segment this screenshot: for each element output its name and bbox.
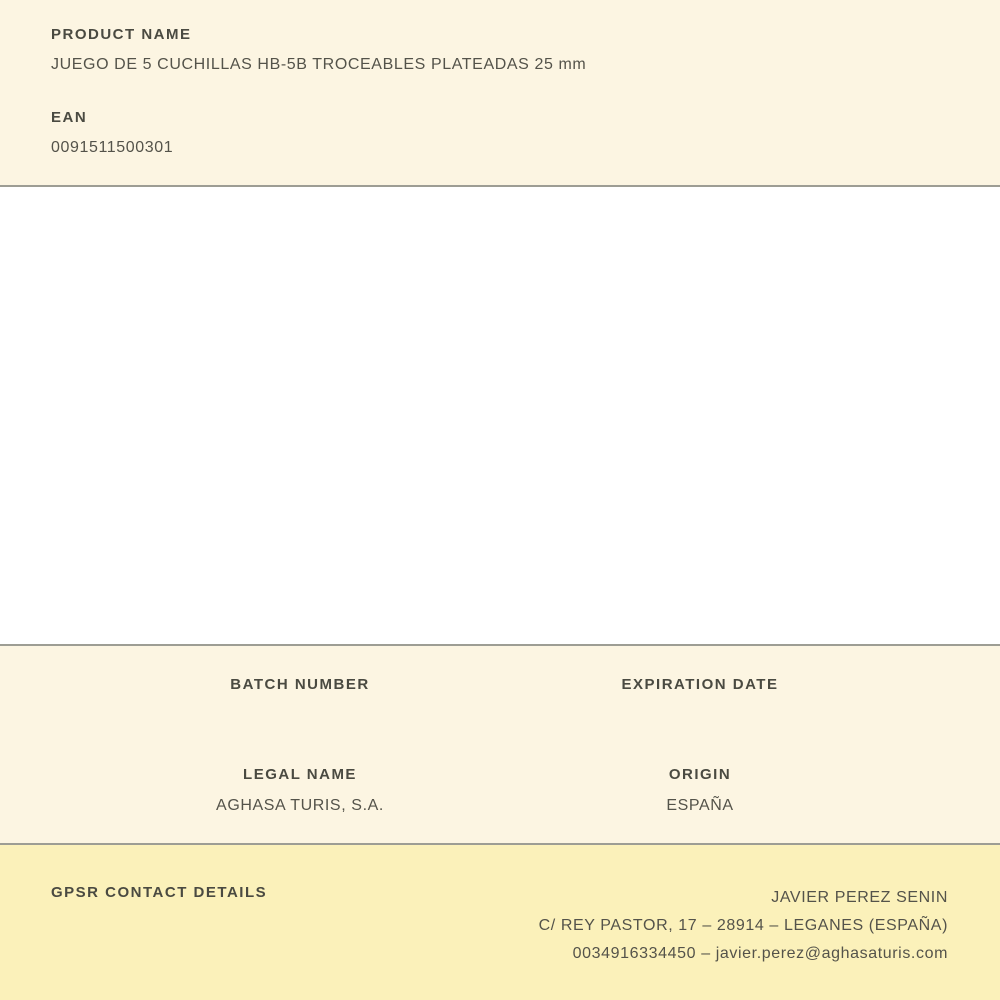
product-header-section (0, 0, 1000, 187)
expiration-date-field (500, 676, 900, 766)
legal-name-field (100, 766, 500, 815)
contact-address: C/ REY PASTOR, 17 – 28914 – LEGANES (ESPAÑA) (538, 917, 948, 934)
batch-number-label: BATCH NUMBER (230, 676, 370, 693)
gpsr-contact-title: GPSR CONTACT DETAILS (51, 884, 268, 901)
legal-name-value: AGHASA TURIS, S.A. (216, 797, 384, 814)
details-right-column (500, 676, 900, 815)
details-grid (100, 676, 900, 815)
contact-person-name: JAVIER PEREZ SENIN (771, 889, 948, 906)
origin-label: ORIGIN (668, 766, 732, 783)
spacer (51, 74, 949, 109)
expiration-date-label: EXPIRATION DATE (621, 676, 779, 693)
product-name-label: PRODUCT NAME (51, 26, 192, 43)
product-name-value: JUEGO DE 5 CUCHILLAS HB-5B TROCEABLES PLATEADAS 25 mm (51, 56, 587, 73)
blank-content-area (0, 187, 1000, 644)
contact-phone-email: 0034916334450 – javier.perez@aghasaturis.com (572, 945, 948, 962)
legal-name-label: LEGAL NAME (243, 766, 357, 783)
ean-label: EAN (51, 109, 88, 126)
gpsr-contact-section (0, 843, 1000, 1000)
details-section (0, 644, 1000, 843)
details-left-column (100, 676, 500, 815)
ean-value: 0091511500301 (51, 139, 174, 156)
batch-number-field (100, 676, 500, 766)
gpsr-contact-lines (267, 884, 948, 968)
origin-field (500, 766, 900, 815)
origin-value: ESPAÑA (666, 797, 734, 814)
